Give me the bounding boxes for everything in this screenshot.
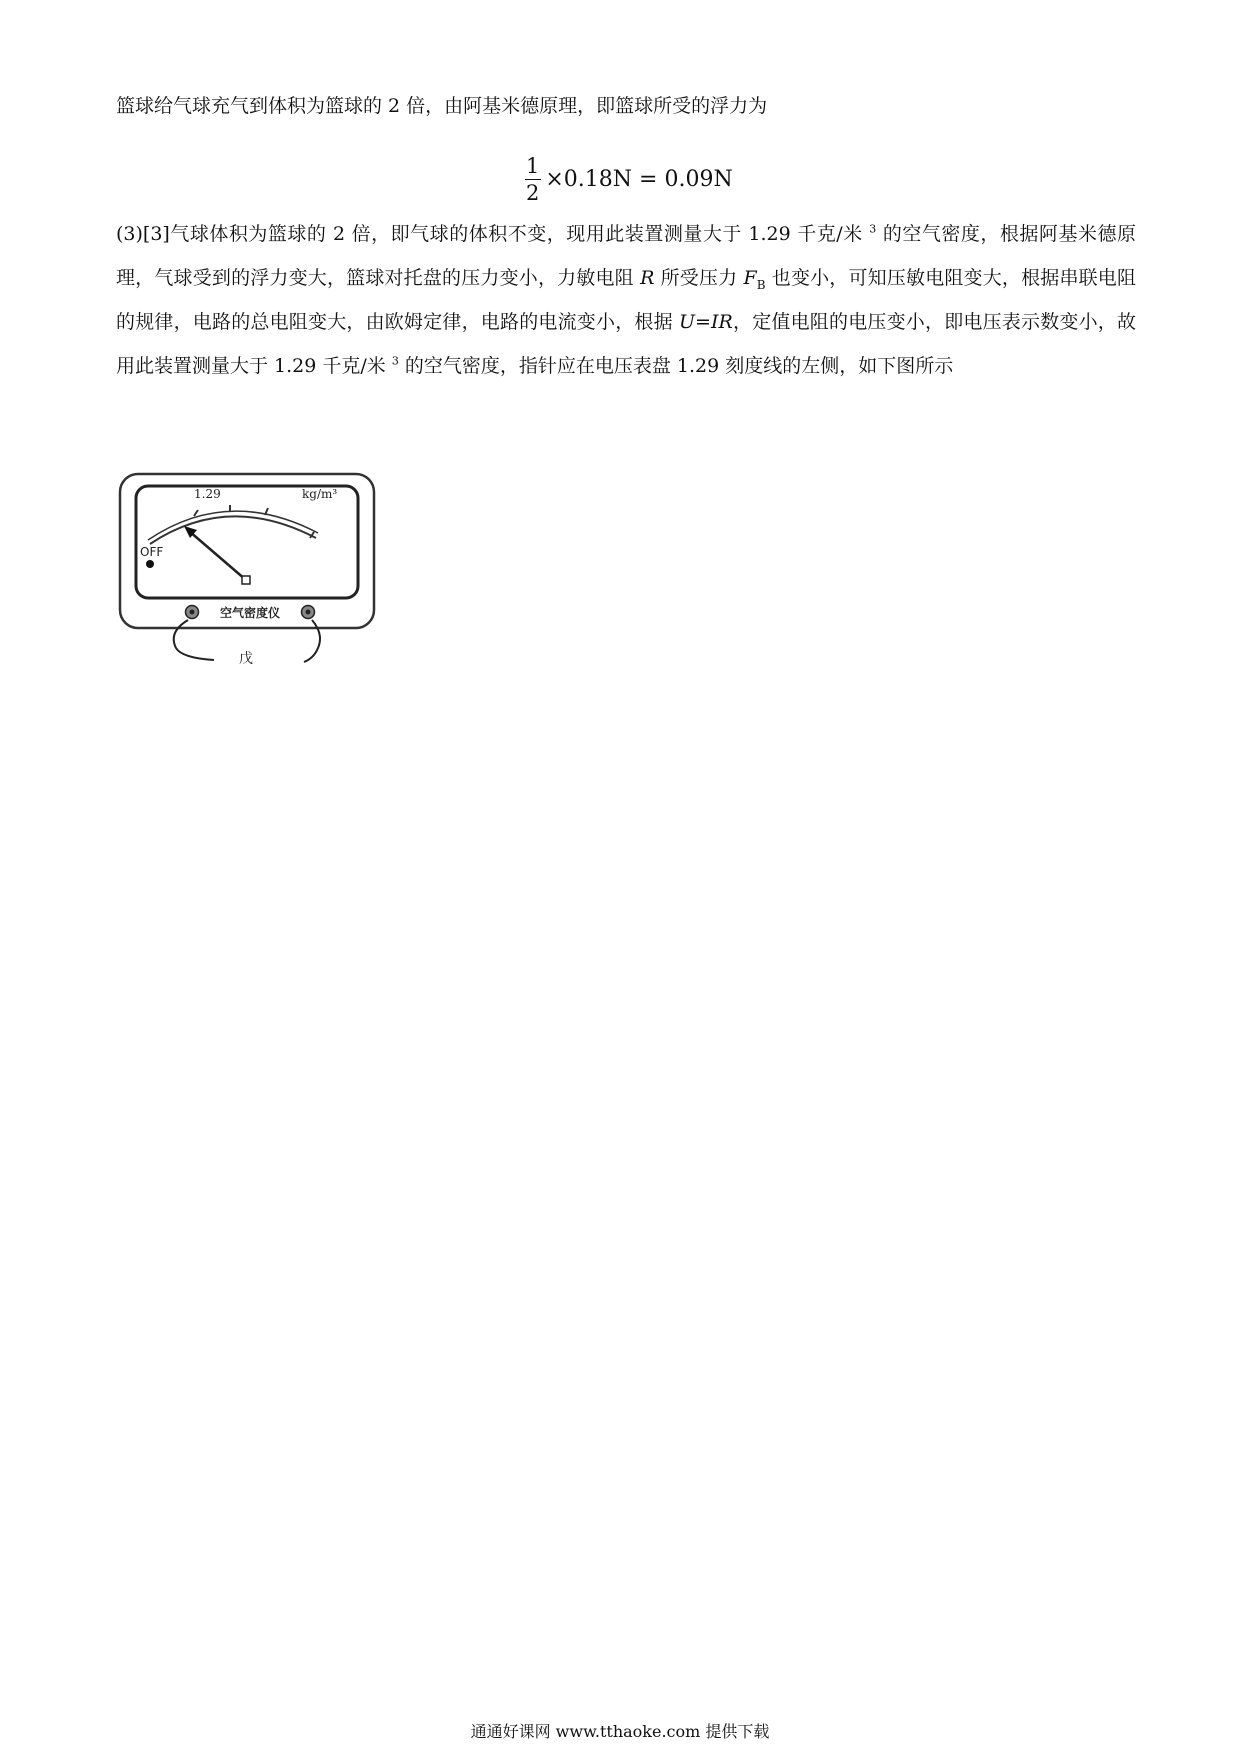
page-footer: 通通好课网 www.tthaoke.com 提供下载 [470,1722,770,1741]
variable-f: F [743,267,757,289]
off-indicator-dot [146,560,154,568]
fraction-one-half [524,153,541,206]
fraction-denominator: 2 [526,180,540,205]
paragraph-2-part-2: 的空气密度，根据阿基米德原理，气球受到的浮力变大，篮球对托盘的压力变小，力敏电阻 [116,223,1136,289]
subscript-b: B [756,277,766,292]
scale-value-label: 1.29 [194,487,221,501]
fraction-numerator: 1 [526,153,540,178]
unit-label: kg/m³ [302,487,338,501]
paragraph-2-part-4: 也变小，可知压敏电阻变大，根据串联电阻的规律，电路的总电阻变大，由欧姆定律，电路的电流变小，根据 [116,267,1136,333]
figure-caption: 戊 [239,651,253,667]
paragraph-2-part-5: ，定值电阻的电压变小，即电压表示数变小，故用此装置测量大于 1.29 千克/米 [116,311,1136,377]
needle-pivot [242,576,250,584]
paragraph-2 [116,212,1136,388]
air-density-meter-figure [118,472,378,668]
paragraph-1: 篮球给气球充气到体积为篮球的 2 倍，由阿基米德原理，即篮球所受的浮力为 [116,95,768,117]
meter-illustration [118,472,378,668]
formula-expression: ×0.18N = 0.09N [545,166,733,192]
paragraph-2-part-3: 所受压力 [654,267,744,289]
variable-uir: U=IR [679,311,733,333]
device-name-label: 空气密度仪 [219,606,281,620]
buoyancy-formula [524,148,733,210]
off-label: OFF [140,545,164,559]
paragraph-2-part-6: 的空气密度，指针应在电压表盘 1.29 刻度线的左侧，如下图所示 [398,355,954,377]
variable-r: R [640,267,655,289]
paragraph-2-part-1: (3)[3]气球体积为篮球的 2 倍，即气球的体积不变，现用此装置测量大于 1.29 千克/米 [116,223,870,245]
superscript-3: 3 [391,354,399,368]
superscript-3: 3 [869,222,877,236]
